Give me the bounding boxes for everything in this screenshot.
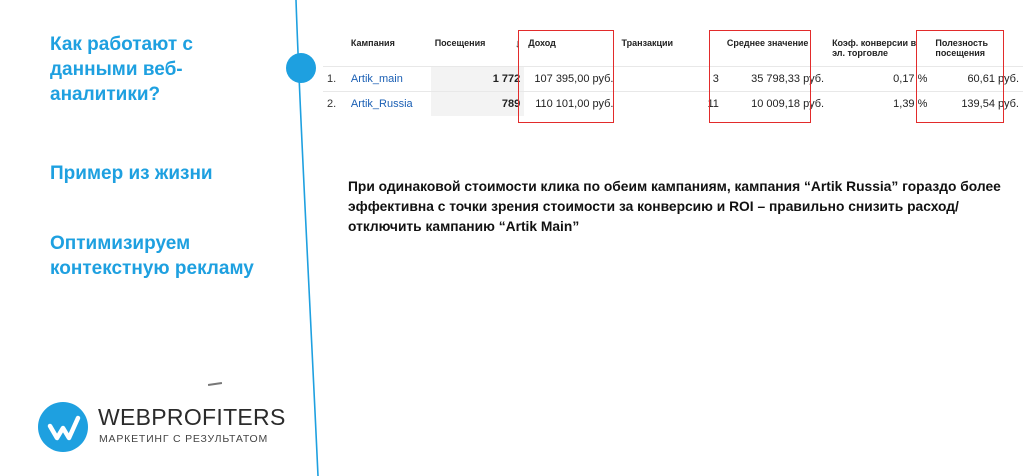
header-transactions[interactable]: Транзакции — [621, 38, 674, 48]
header-visits[interactable] — [431, 34, 525, 67]
conversion-rate-cell: 1,39 % — [828, 92, 931, 117]
campaign-link[interactable]: Artik_main — [347, 67, 431, 92]
nav-item-web-analytics[interactable]: Как работают с данными веб-аналитики? — [50, 34, 194, 105]
conclusion-text: При одинаковой стоимости клика по обеим кампаниям, кампания “Artik Russia” гораздо более эффективна с точки зрения стоимости за конверсию и ROI – правильно снизить расход/отключить кампанию “Artik Main” — [348, 179, 1001, 234]
timeline-marker[interactable] — [286, 53, 316, 83]
nav-item-optimize-ads[interactable]: Оптимизируем контекстную рекламу — [50, 233, 254, 279]
header-average-value[interactable]: Среднее значение — [726, 38, 809, 48]
per-visit-value-highlight-box — [916, 30, 1004, 123]
row-index: 1. — [323, 67, 347, 92]
header-revenue[interactable]: Доход — [528, 38, 556, 48]
header-per-visit-value[interactable]: Полезность посещения — [935, 38, 988, 58]
transactions-cell: 3 — [618, 67, 723, 92]
transactions-cell: 11 — [618, 92, 723, 117]
header-campaign[interactable]: Кампания — [350, 38, 395, 48]
header-index — [323, 34, 347, 67]
logo-name: WEBPROFITERS — [98, 404, 286, 430]
conversion-rate-cell: 0,17 % — [828, 67, 931, 92]
row-index: 2. — [323, 92, 347, 117]
arrow-down-icon[interactable]: ↓ — [514, 38, 521, 50]
average-value-highlight-box — [709, 30, 811, 123]
average-value-cell: 10 009,18 руб. — [723, 92, 828, 117]
revenue-cell: 110 101,00 руб. — [524, 92, 617, 117]
nav-item-real-example[interactable]: Пример из жизни — [50, 163, 213, 184]
revenue-highlight-box — [518, 30, 614, 123]
per-visit-value-cell: 139,54 руб. — [931, 92, 1023, 117]
revenue-cell: 107 395,00 руб. — [524, 67, 617, 92]
campaign-link[interactable]: Artik_Russia — [347, 92, 431, 117]
average-value-cell: 35 798,33 руб. — [723, 67, 828, 92]
header-conversion-rate[interactable]: Коэф. конверсии в эл. торговле — [832, 38, 917, 58]
header-visits-label: Посещения — [434, 38, 486, 48]
webprofiters-logo — [38, 400, 286, 456]
visits-cell: 789 — [431, 92, 525, 117]
logo-tagline: МАРКЕТИНГ С РЕЗУЛЬТАТОМ — [99, 433, 269, 445]
logo-mark-icon — [38, 402, 88, 452]
per-visit-value-cell: 60,61 руб. — [931, 67, 1023, 92]
visits-cell: 1 772 — [431, 67, 525, 92]
